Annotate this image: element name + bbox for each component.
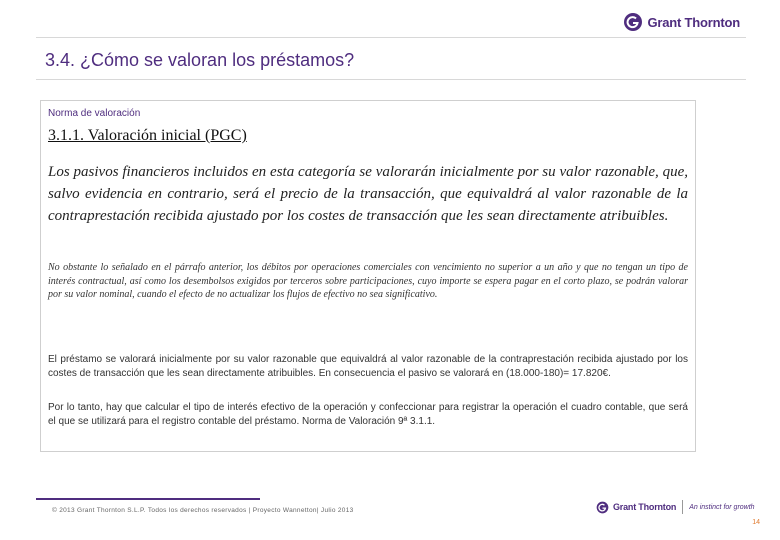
grant-thornton-logo-icon: [623, 12, 643, 32]
content-box: [40, 100, 696, 452]
page-number: 14: [752, 519, 760, 526]
footer-copyright: © 2013 Grant Thornton S.L.P. Todos los derechos reservados | Proyecto Wannetton| Julio 2013: [52, 507, 354, 514]
footer-tagline: An instinct for growth: [689, 503, 755, 511]
box-label: Norma de valoración: [48, 108, 141, 119]
footer-logo-divider: [682, 500, 683, 514]
footer-accent-line: [36, 498, 260, 500]
footer-logo: [596, 500, 755, 514]
footer-brand-name: Grant Thornton: [613, 502, 677, 512]
header-divider-top: [36, 37, 746, 38]
header-divider-bottom: [36, 79, 746, 80]
brand-logo: [623, 12, 740, 32]
body-paragraph-1: El préstamo se valorará inicialmente por su valor razonable que equivaldrá al valor razonable de la contraprestación recibida ajustado por los costes de transacción que les sean directamente atribuibles. En consecuencia el pasivo se valorará en (18.000-180)= 17.820€.: [48, 354, 688, 379]
body-paragraph-2: Por lo tanto, hay que calcular el tipo de interés efectivo de la operación y confeccionar para registrar la operación el cuadro contable, que será el que se utilizará para el registro contable del préstamo. Norma de Valoración 9ª 3.1.1.: [48, 402, 688, 427]
main-paragraph: Los pasivos financieros incluidos en esta categoría se valorarán inicialmente por su valor razonable, que, salvo evidencia en contrario, será el precio de la transacción, que equivaldrá al valor razonable de la contraprestación recibida ajustado por los costes de transacción que les sean directamente atribuibles.: [48, 164, 688, 224]
page-title: 3.4. ¿Cómo se valoran los préstamos?: [45, 50, 355, 70]
note-paragraph: No obstante lo señalado en el párrafo anterior, los débitos por operaciones comerciales con vencimiento no superior a un año y que no tengan un tipo de interés contractual, así como los desembolsos exigidos por terceros sobre participaciones, cuyo importe se espera pagar en el corto plazo, se podrán valorar por su valor nominal, cuando el efecto de no actualizar los flujos de efectivo no sea significativo.: [48, 262, 688, 300]
section-heading: 3.1.1. Valoración inicial (PGC): [48, 127, 247, 144]
brand-name: Grant Thornton: [647, 14, 740, 30]
grant-thornton-logo-icon: [596, 501, 609, 514]
